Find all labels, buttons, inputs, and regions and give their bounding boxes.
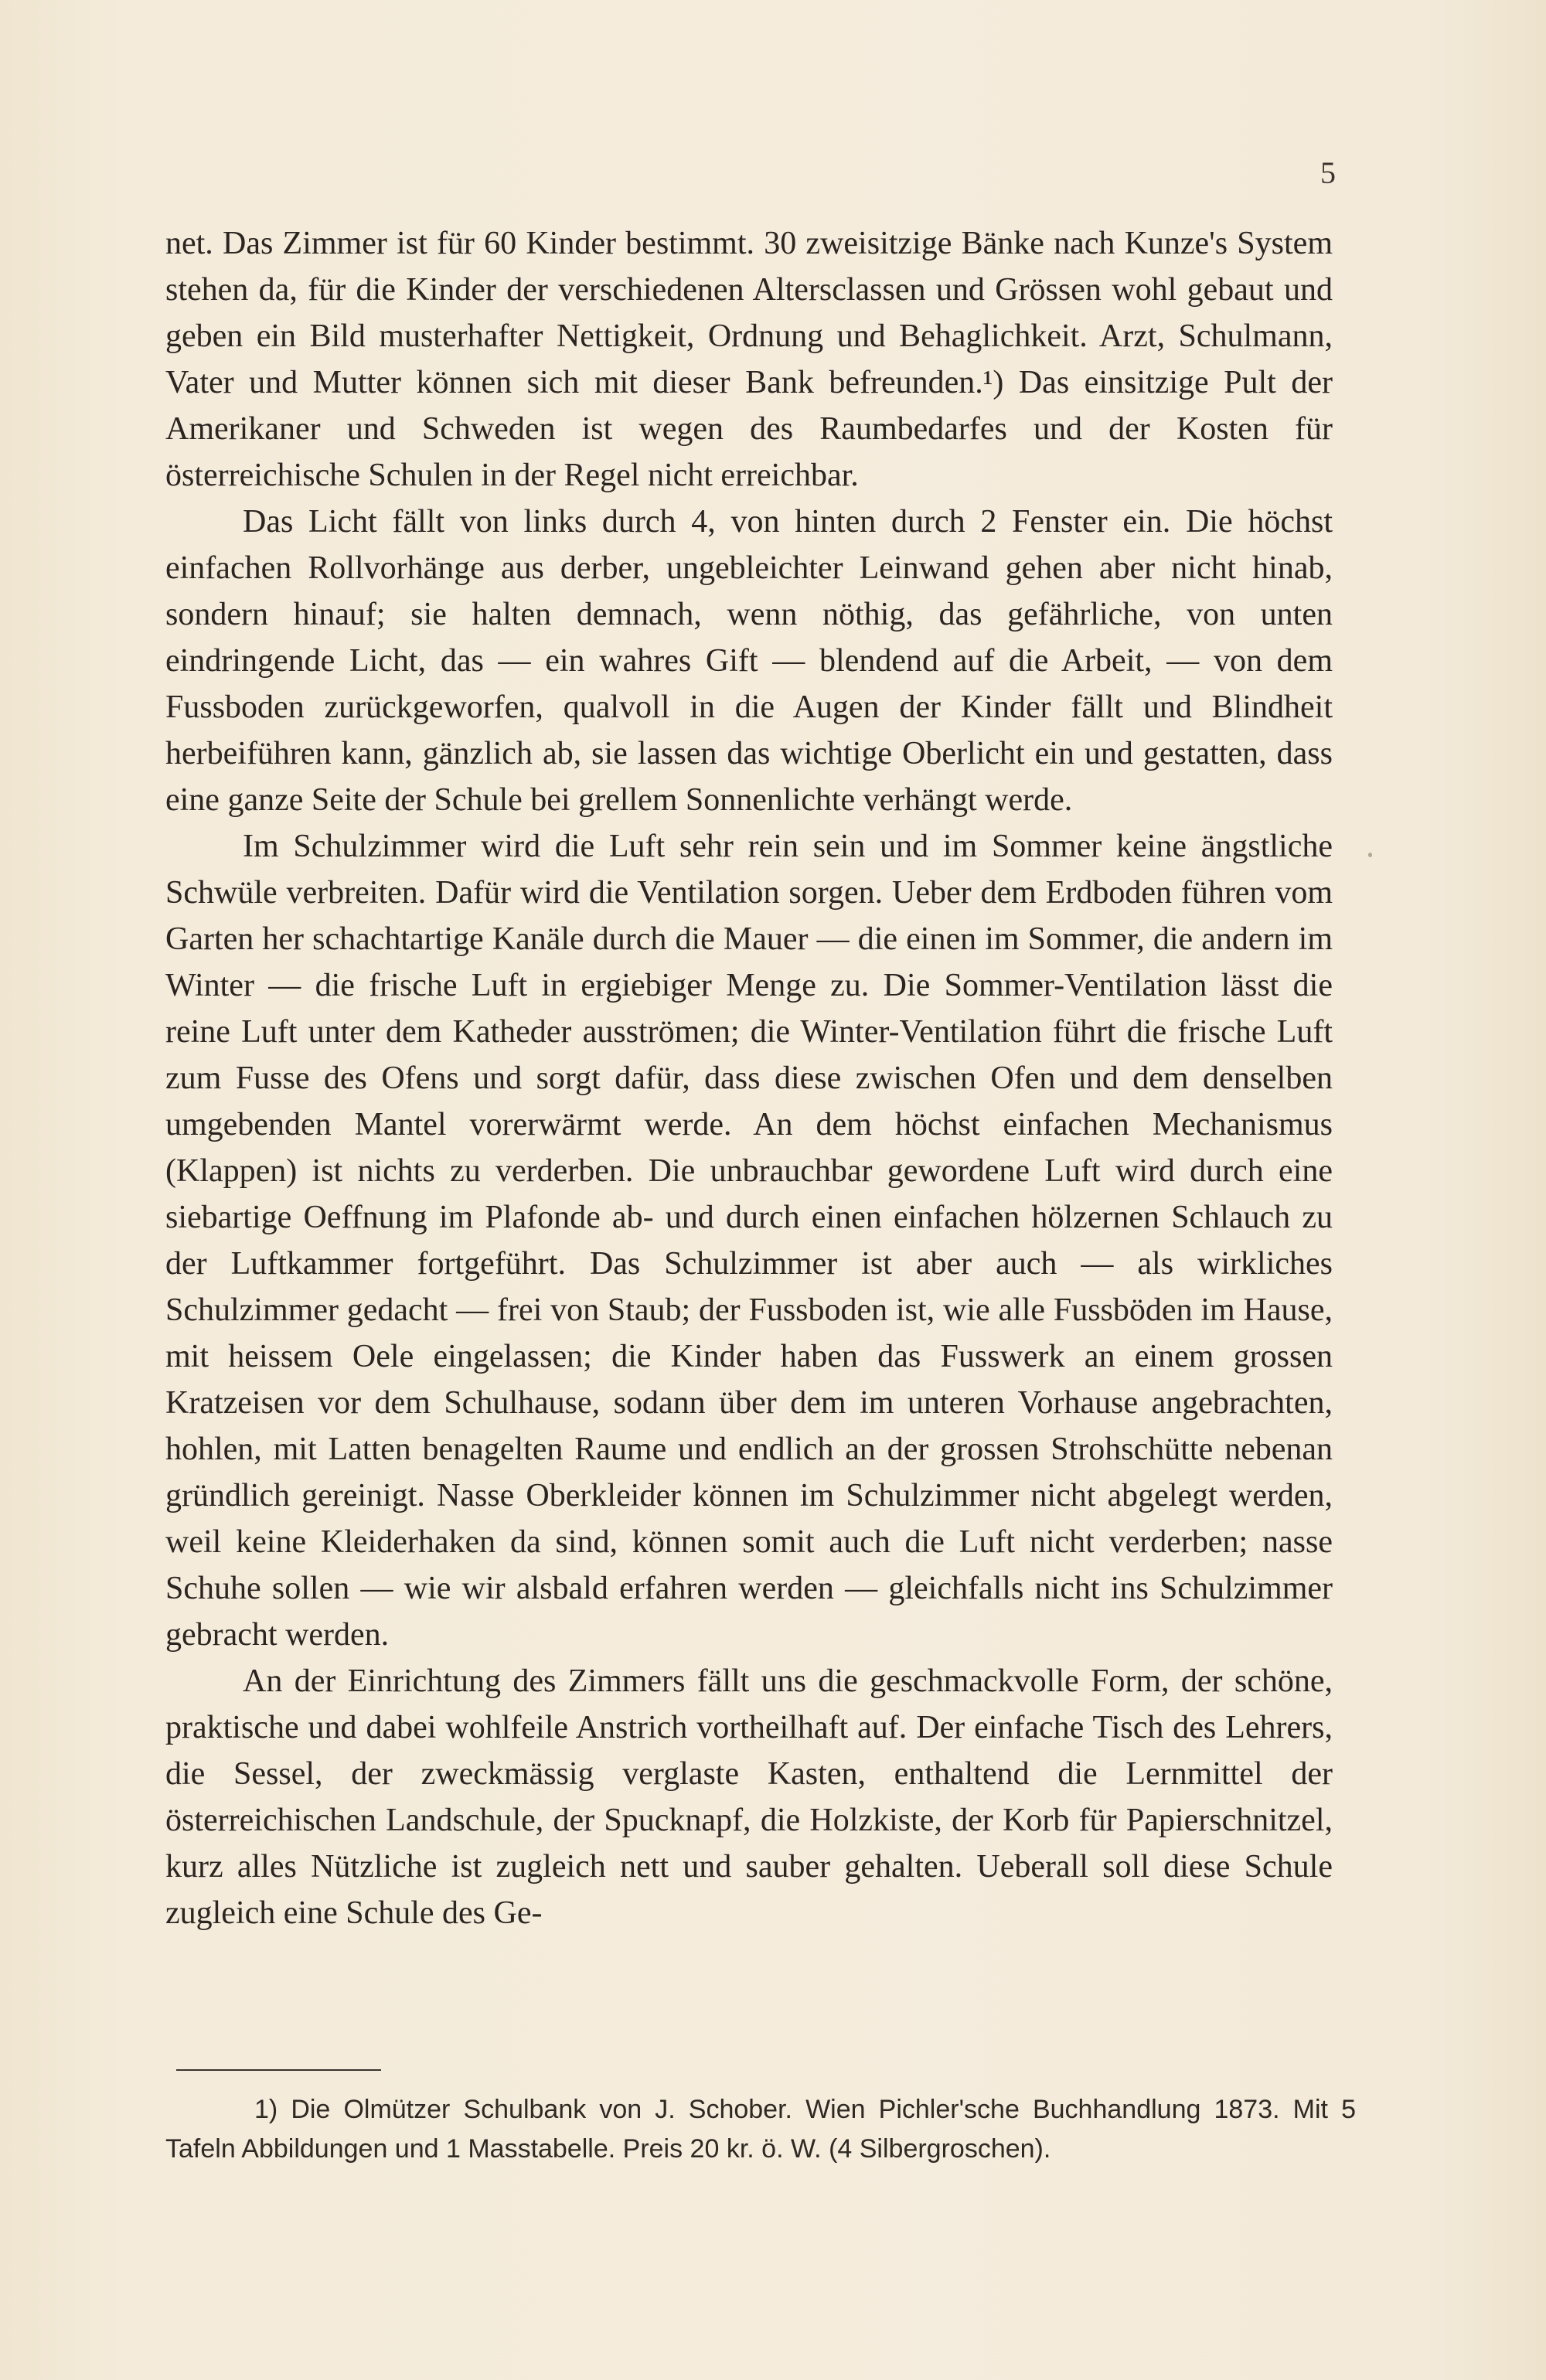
footnote: 1) Die Olmützer Schulbank von J. Schober. Wien Pichler'sche Buchhandlung 1873. Mit 5 Tafeln Abbildungen und 1 Masstabelle. Preis 20 kr. ö. W. (4 Silbergroschen). <box>165 2095 1356 2164</box>
footnotes <box>165 2090 1356 2169</box>
page-number: 5 <box>1320 155 1336 190</box>
footnote-divider <box>176 2069 381 2071</box>
paper-speck <box>1368 853 1372 857</box>
body-text <box>165 220 1333 1936</box>
paragraph: net. Das Zimmer ist für 60 Kinder bestimmt. 30 zweisitzige Bänke nach Kunze's System stehen da, für die Kinder der verschiedenen Altersclassen und Grössen wohl gebaut und geben ein Bild musterhafter Nettigkeit, Ordnung und Behaglichkeit. Arzt, Schulmann, Vater und Mutter können sich mit dieser Bank befreunden.¹) Das einsitzige Pult der Amerikaner und Schweden ist wegen des Raumbedarfes und der Kosten für österreichische Schulen in der Regel nicht erreichbar. <box>165 226 1333 493</box>
paragraph: Das Licht fällt von links durch 4, von hinten durch 2 Fenster ein. Die höchst einfachen Rollvorhänge aus derber, ungebleichter Leinwand gehen aber nicht hinab, sondern hinauf; sie halten demnach, wenn nöthig, das gefährliche, von unten eindringende Licht, das — ein wahres Gift — blendend auf die Arbeit, — von dem Fussboden zurückgeworfen, qualvoll in die Augen der Kinder fällt und Blindheit herbeiführen kann, gänzlich ab, sie lassen das wichtige Oberlicht ein und gestatten, dass eine ganze Seite der Schule bei grellem Sonnenlichte verhängt werde. <box>165 504 1333 818</box>
paragraph: An der Einrichtung des Zimmers fällt uns die geschmackvolle Form, der schöne, praktische und dabei wohlfeile Anstrich vortheilhaft auf. Der einfache Tisch des Lehrers, die Sessel, der zweckmässig verglaste Kasten, enthaltend die Lernmittel der österreichischen Landschule, der Spucknapf, die Holzkiste, der Korb für Papierschnitzel, kurz alles Nützliche ist zugleich nett und sauber gehalten. Ueberall soll diese Schule zugleich eine Schule des Ge- <box>165 1663 1333 1931</box>
paragraph: Im Schulzimmer wird die Luft sehr rein sein und im Sommer keine ängstliche Schwüle verbreiten. Dafür wird die Ventilation sorgen. Ueber dem Erdboden führen vom Garten her schachtartige Kanäle durch die Mauer — die einen im Sommer, die andern im Winter — die frische Luft in ergiebiger Menge zu. Die Sommer-Ventilation lässt die reine Luft unter dem Katheder ausströmen; die Winter-Ventilation führt die frische Luft zum Fusse des Ofens und sorgt dafür, dass diese zwischen Ofen und dem denselben umgebenden Mantel vorerwärmt werde. An dem höchst einfachen Mechanismus (Klappen) ist nichts zu verderben. Die unbrauchbar gewordene Luft wird durch eine siebartige Oeffnung im Plafonde ab- und durch einen einfachen hölzernen Schlauch zu der Luftkammer fortgeführt. Das Schulzimmer ist aber auch — als wirkliches Schulzimmer gedacht — frei von Staub; der Fussboden ist, wie alle Fussböden im Hause, mit heissem Oele eingelassen; die Kinder haben das Fusswerk an einem grossen Kratzeisen vor dem Schulhause, sodann über dem im unteren Vorhause angebrachten, hohlen, mit Latten benagelten Raume und endlich an der grossen Strohschütte nebenan gründlich gereinigt. Nasse Oberkleider können im Schulzimmer nicht abgelegt werden, weil keine Kleiderhaken da sind, können somit auch die Luft nicht verderben; nasse Schuhe sollen — wie wir alsbald erfahren werden — gleichfalls nicht ins Schulzimmer gebracht werden. <box>165 829 1333 1653</box>
